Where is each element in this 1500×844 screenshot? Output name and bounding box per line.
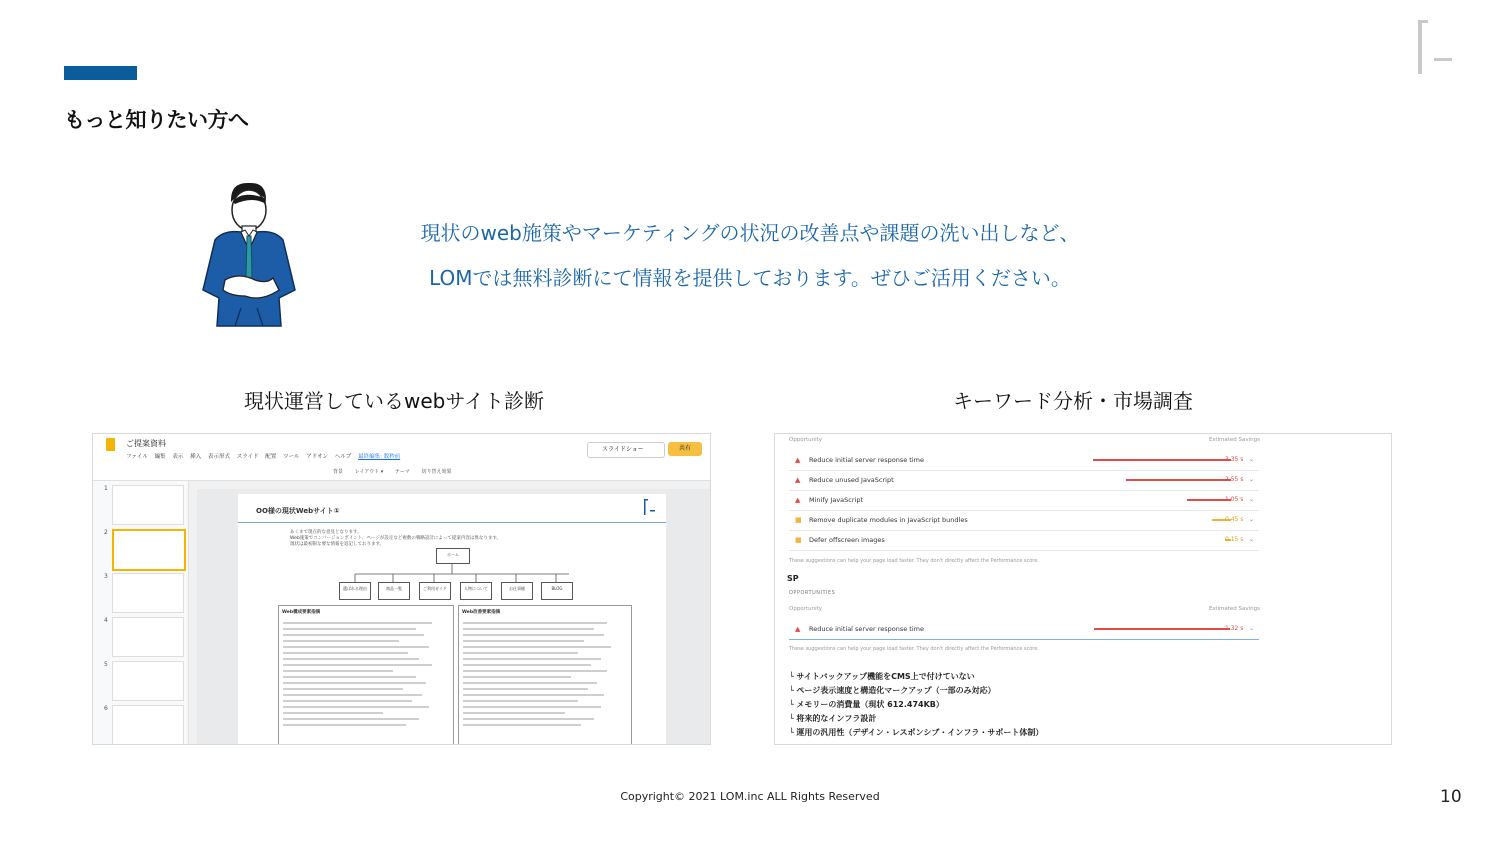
audit-label: Reduce initial server response time [809, 456, 924, 464]
audit-row [789, 530, 1259, 551]
menu-format: 表示形式 [207, 454, 230, 460]
slide-thumbnail [112, 661, 184, 701]
slide-thumbnails [93, 481, 189, 744]
menu-tools: ツール [283, 454, 300, 460]
toolbar-layout: レイアウト ▾ [354, 469, 384, 475]
caption-site-diagnosis: 現状運営しているwebサイト診断 [244, 389, 544, 413]
suggestions-note: These suggestions can help your page load faster. They don't directly affect the Performance score. [789, 558, 1039, 564]
chevron-down-icon: ⌄ [1249, 496, 1255, 503]
chevron-down-icon: ⌄ [1249, 476, 1255, 483]
intro-line-1-text: 現状のweb施策やマーケティングの状況の改善点や課題の洗い出しなど、 [420, 221, 1080, 245]
audit-value: 1.32 s [1225, 625, 1244, 632]
warning-square-icon: ■ [795, 516, 802, 524]
menu-addons: アドオン [306, 454, 329, 460]
opportunities-label: OPPORTUNITIES [789, 590, 836, 596]
savings-bar [1093, 459, 1231, 461]
column-opportunity: Opportunity [789, 437, 823, 443]
savings-bar [1094, 628, 1230, 630]
site-diagnosis-screenshot [92, 433, 711, 745]
audit-value: 0.45 s [1225, 516, 1244, 523]
share-button: 共有 [668, 442, 702, 456]
copyright: Copyright© 2021 LOM.inc ALL Rights Reserved [620, 790, 880, 803]
audit-row [789, 470, 1259, 491]
panel-text-lines [459, 622, 631, 726]
column-opportunity: Opportunity [789, 606, 823, 612]
audit-value: 2.55 s [1225, 476, 1244, 483]
warning-triangle-icon: ▲ [795, 456, 801, 464]
sitemap-node: 人物について [460, 582, 492, 600]
audit-label: Defer offscreen images [809, 536, 885, 544]
lom-logo [1414, 18, 1456, 76]
column-savings: Estimated Savings [1209, 606, 1261, 612]
chevron-down-icon: ⌄ [1249, 516, 1255, 523]
audit-row [789, 450, 1259, 471]
thumb-number: 6 [104, 705, 108, 712]
audit-label: Minify JavaScript [809, 496, 864, 504]
last-edit-link: 最終編集: 数秒前 [358, 454, 401, 460]
sitemap-node: お仕事帳 [501, 582, 533, 600]
slide-thumbnail [112, 485, 184, 525]
finding-item: └ 運用の汎用性（デザイン・レスポンシブ・インフラ・サポート体制） [789, 726, 1043, 740]
audit-row [789, 510, 1259, 531]
column-savings: Estimated Savings [1209, 437, 1261, 443]
toolbar-theme: テーマ [394, 469, 410, 475]
warning-triangle-icon: ▲ [795, 496, 801, 504]
slide-thumbnail [112, 617, 184, 657]
businessman-illustration [195, 180, 303, 328]
slides-doc-icon [106, 438, 115, 451]
finding-item: └ ページ表示速度と構造化マークアップ（一部のみ対応） [789, 684, 1043, 698]
page-title: もっと知りたい方へ [64, 108, 249, 132]
sitemap-node: ご利用ガイド [419, 582, 451, 600]
panel-title: Web改善要素指摘 [462, 610, 501, 615]
toolbar [93, 464, 710, 481]
audit-label: Reduce unused JavaScript [809, 476, 894, 484]
thumb-number: 1 [104, 485, 108, 492]
menu-bar [126, 452, 405, 460]
finding-item: └ 将来的なインフラ設計 [789, 712, 1043, 726]
finding-item: └ サイトバックアップ機能をCMS上で付けていない [789, 670, 1043, 684]
panel-title: Web構成要素指摘 [282, 610, 321, 615]
savings-bar [1126, 479, 1231, 481]
thumb-number: 4 [104, 617, 108, 624]
sitemap-node: 選ばれる理由 [339, 582, 371, 600]
sp-label: SP [787, 574, 799, 583]
thumb-number: 3 [104, 573, 108, 580]
intro-text-line-2 [310, 262, 1190, 291]
slide-body-line: Web施策でコンバージョンポイント、ページが設定など複数の戦略設計によって提案内容は異なります。 [290, 536, 501, 541]
toolbar-background: 背景 [333, 469, 344, 475]
audit-value: 3.35 s [1225, 456, 1244, 463]
menu-file: ファイル [126, 454, 148, 460]
slide-body-line: 現状は最初限な要な情報を追記しております。 [290, 542, 385, 547]
menu-arrange: 配置 [265, 454, 277, 460]
intro-text-line-1 [310, 217, 1190, 246]
caption-keyword-analysis: キーワード分析・市場調査 [953, 389, 1193, 413]
slide-title: OO様の現状Webサイト① [256, 507, 340, 515]
findings-list [789, 670, 1043, 740]
audit-value: 0.15 s [1225, 536, 1244, 543]
chevron-down-icon: ⌄ [1249, 625, 1255, 632]
accent-bar [64, 66, 137, 80]
audit-label: Remove duplicate modules in JavaScript bundles [809, 516, 968, 524]
panel-text-lines [279, 622, 453, 726]
suggestions-note: These suggestions can help your page load faster. They don't directly affect the Performance score. [789, 646, 1039, 652]
slide-thumbnail [112, 705, 184, 745]
audit-row [789, 490, 1259, 511]
current-slide [238, 494, 666, 744]
findings-panel-right [458, 605, 632, 745]
chevron-down-icon: ⌄ [1249, 536, 1255, 543]
sitemap-node-home: ホーム [436, 548, 470, 564]
horizontal-ruler [197, 481, 710, 489]
audit-row-sp [789, 619, 1259, 640]
thumb-number: 5 [104, 661, 108, 668]
app-header [93, 434, 710, 462]
audit-label: Reduce initial server response time [809, 625, 924, 633]
finding-item: └ メモリーの消費量（現状 612.474KB） [789, 698, 1043, 712]
doc-title: ご提案資料 [126, 439, 166, 448]
warning-square-icon: ■ [795, 536, 802, 544]
intro-line-2-text: LOMでは無料診断にて情報を提供しております。ぜひご活用ください。 [429, 266, 1071, 290]
audit-value: 1.05 s [1225, 496, 1244, 503]
chevron-down-icon: ⌄ [1249, 456, 1255, 463]
keyword-analysis-screenshot [774, 433, 1392, 745]
slide-body-line: あくまで現在的な意見となります。 [290, 530, 362, 535]
menu-view: 表示 [172, 454, 184, 460]
slideshow-button: スライドショー [587, 442, 665, 458]
toolbar-transition: 切り替え効果 [421, 469, 452, 475]
warning-triangle-icon: ▲ [795, 476, 801, 484]
menu-help: ヘルプ [334, 454, 352, 460]
slide-thumbnail-selected [112, 529, 186, 571]
thumb-number: 2 [104, 529, 108, 536]
menu-slide: スライド [236, 454, 259, 460]
slide-thumbnail [112, 573, 184, 613]
menu-edit: 編集 [154, 454, 166, 460]
warning-triangle-icon: ▲ [795, 625, 801, 633]
menu-insert: 挿入 [190, 454, 202, 460]
page-number: 10 [1440, 787, 1462, 807]
sitemap-node: 商品一覧 [378, 582, 410, 600]
sitemap-node: BLOG [541, 582, 573, 600]
findings-panel-left [278, 605, 454, 745]
vertical-ruler [189, 481, 197, 744]
